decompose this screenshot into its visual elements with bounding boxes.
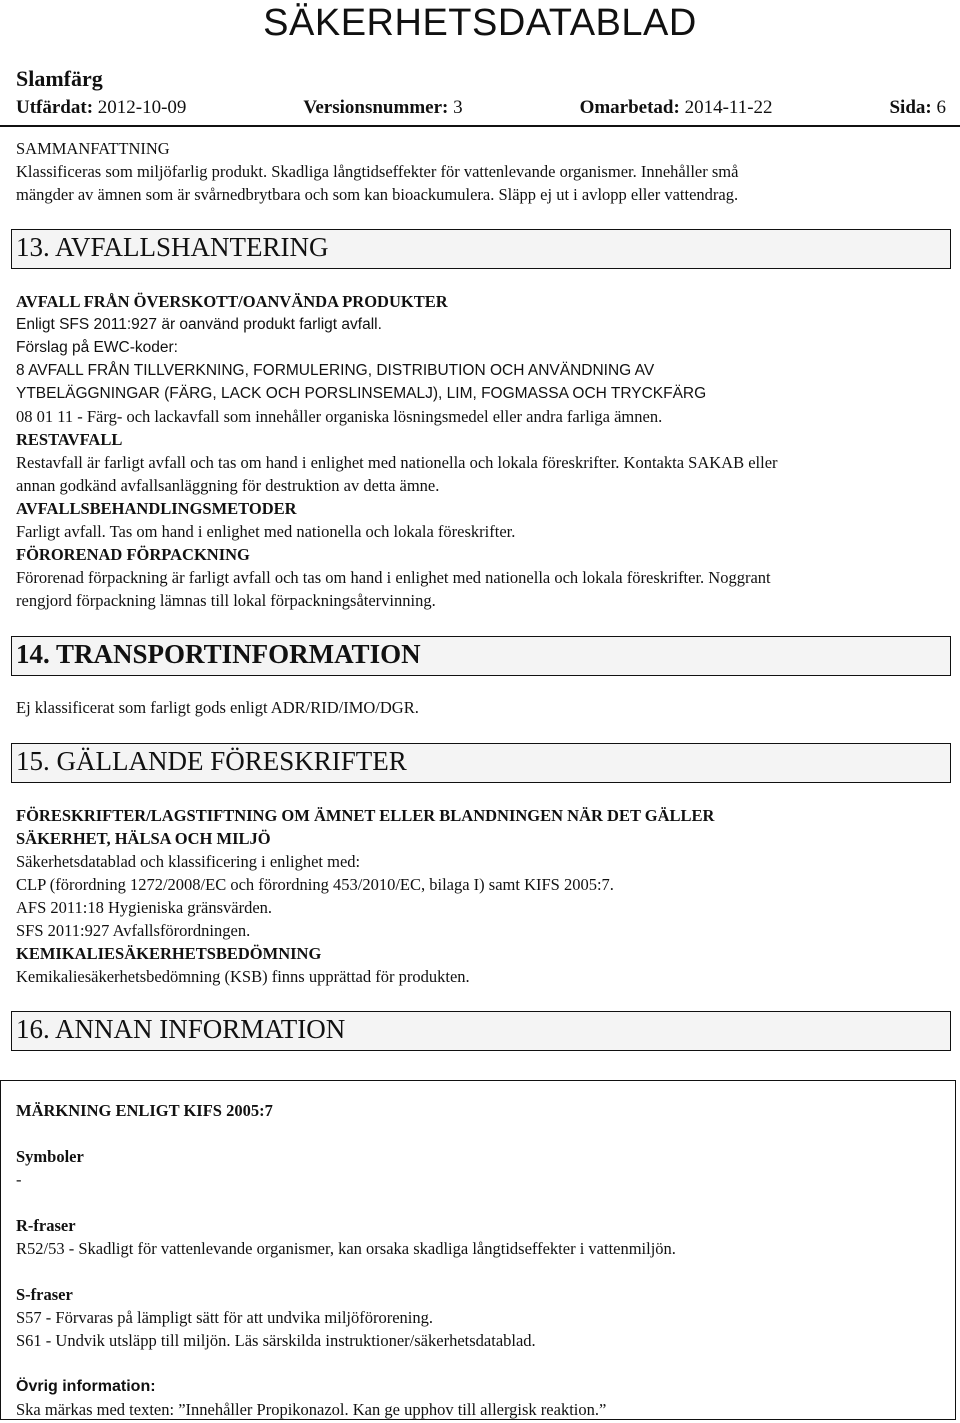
other-info-text: Ska märkas med texten: ”Innehåller Propikonazol. Kan ge upphov till allergisk reaktion.”	[16, 1400, 607, 1419]
labeling-box	[0, 1080, 956, 1420]
text-line: annan godkänd avfallsanläggning för destruktion av detta ämne.	[16, 476, 440, 495]
text-line: Förslag på EWC-koder:	[16, 339, 178, 356]
section-15-body	[16, 804, 951, 988]
text-line: Säkerhetsdatablad och klassificering i enlighet med:	[16, 852, 361, 871]
summary-block	[16, 137, 951, 206]
revised-date: Omarbetad: 2014-11-22	[579, 97, 773, 118]
s-phrase: S57 - Förvaras på lämpligt sätt för att undvika miljöförorening.	[16, 1308, 434, 1327]
section-14-body	[16, 696, 951, 719]
issued-date: Utfärdat: 2012-10-09	[16, 97, 187, 118]
summary-heading: SAMMANFATTNING	[16, 139, 170, 158]
document-meta	[16, 97, 946, 119]
section-16-title: 16. ANNAN INFORMATION	[11, 1011, 951, 1051]
r-phrases-label: R-fraser	[16, 1216, 76, 1235]
text-line: SFS 2011:927 Avfallsförordningen.	[16, 921, 251, 940]
subheading: AVFALL FRÅN ÖVERSKOTT/OANVÄNDA PRODUKTER	[16, 292, 448, 311]
text-line: AFS 2011:18 Hygieniska gränsvärden.	[16, 898, 273, 917]
product-name: Slamfärg	[16, 66, 103, 91]
version-number: Versionsnummer: 3	[303, 97, 463, 118]
document-title: SÄKERHETSDATABLAD	[263, 2, 697, 44]
s-phrase: S61 - Undvik utsläpp till miljön. Läs särskilda instruktioner/säkerhetsdatablad.	[16, 1331, 536, 1350]
text-line: YTBELÄGGNINGAR (FÄRG, LACK OCH PORSLINSEMALJ), LIM, FOGMASSA OCH TRYCKFÄRG	[16, 385, 707, 402]
page-number: Sida: 6	[889, 97, 946, 118]
labeling-heading: MÄRKNING ENLIGT KIFS 2005:7	[16, 1101, 273, 1120]
s-phrases-label: S-fraser	[16, 1285, 73, 1304]
section-15-title: 15. GÄLLANDE FÖRESKRIFTER	[11, 743, 951, 783]
symbols-label: Symboler	[16, 1147, 84, 1166]
text-line: Kemikaliesäkerhetsbedömning (KSB) finns upprättad för produkten.	[16, 967, 470, 986]
subheading: RESTAVFALL	[16, 430, 123, 449]
other-info-label: Övrig information:	[16, 1378, 156, 1395]
subheading: SÄKERHET, HÄLSA OCH MILJÖ	[16, 829, 271, 848]
section-14-title: 14. TRANSPORTINFORMATION	[11, 636, 951, 676]
text-line: rengjord förpackning lämnas till lokal förpackningsåtervinning.	[16, 591, 436, 610]
summary-line: Klassificeras som miljöfarlig produkt. Skadliga långtidseffekter för vattenlevande organismer. Innehåller små	[16, 162, 739, 181]
r-phrase: R52/53 - Skadligt för vattenlevande organismer, kan orsaka skadliga långtidseffekter i vattenmiljön.	[16, 1239, 676, 1258]
section-13-body	[16, 290, 951, 612]
text-line: Restavfall är farligt avfall och tas om hand i enlighet med nationella och lokala föreskrifter. Kontakta SAKAB eller	[16, 453, 778, 472]
text-line: 08 01 11 - Färg- och lackavfall som innehåller organiska lösningsmedel eller andra farliga ämnen.	[16, 407, 663, 426]
section-13-title: 13. AVFALLSHANTERING	[11, 229, 951, 269]
text-line: Farligt avfall. Tas om hand i enlighet med nationella och lokala föreskrifter.	[16, 522, 516, 541]
subheading: FÖRESKRIFTER/LAGSTIFTNING OM ÄMNET ELLER BLANDNINGEN NÄR DET GÄLLER	[16, 806, 715, 825]
text-line: CLP (förordning 1272/2008/EC och förordning 453/2010/EC, bilaga I) samt KIFS 2005:7.	[16, 875, 614, 894]
header-divider	[0, 125, 960, 127]
subheading: AVFALLSBEHANDLINGSMETODER	[16, 499, 297, 518]
text-line: Enligt SFS 2011:927 är oanvänd produkt farligt avfall.	[16, 316, 382, 333]
symbols-value: -	[16, 1170, 22, 1189]
text-line: Ej klassificerat som farligt gods enligt ADR/RID/IMO/DGR.	[16, 698, 419, 717]
text-line: Förorenad förpackning är farligt avfall och tas om hand i enlighet med nationella och lokala föreskrifter. Noggrant	[16, 568, 771, 587]
subheading: FÖRORENAD FÖRPACKNING	[16, 545, 250, 564]
summary-line: mängder av ämnen som är svårnedbrytbara och som kan bioackumulera. Släpp ej ut i avlopp eller vattendrag.	[16, 185, 739, 204]
subheading: KEMIKALIESÄKERHETSBEDÖMNING	[16, 944, 322, 963]
text-line: 8 AVFALL FRÅN TILLVERKNING, FORMULERING, DISTRIBUTION OCH ANVÄNDNING AV	[16, 362, 655, 379]
labeling-content	[16, 1099, 941, 1421]
